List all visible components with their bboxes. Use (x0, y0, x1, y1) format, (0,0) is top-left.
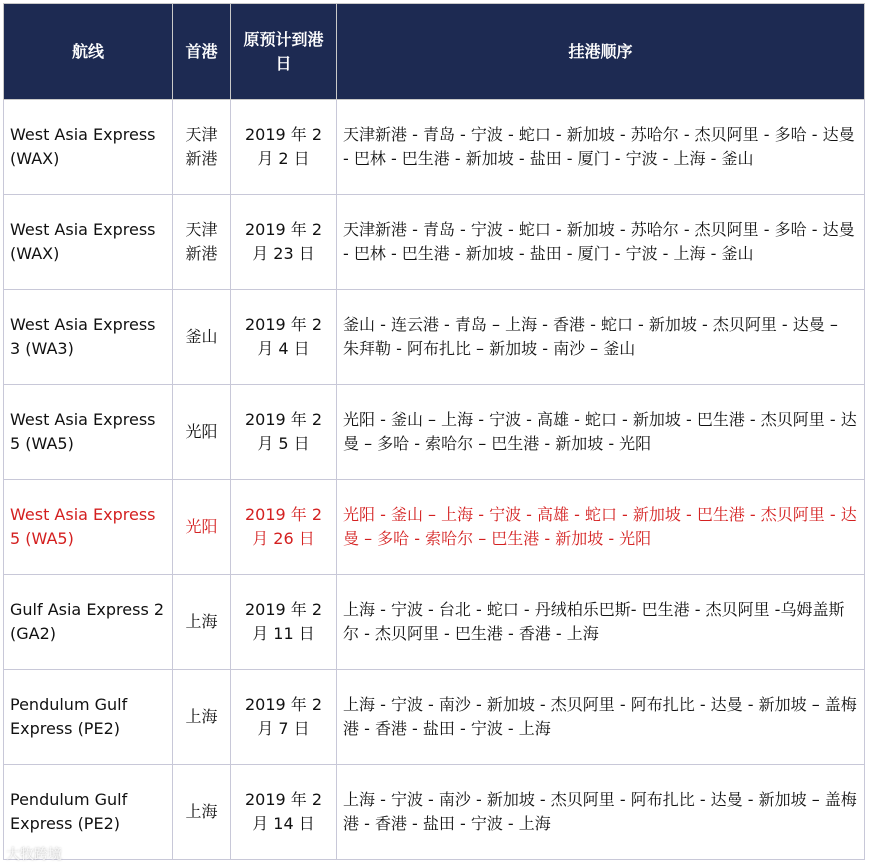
route-schedule-table (3, 3, 865, 860)
eta-cell: 2019 年 2 月 5 日 (231, 385, 337, 480)
table-row-highlighted (4, 480, 865, 575)
table-row (4, 290, 865, 385)
sequence-cell: 天津新港 - 青岛 - 宁波 - 蛇口 - 新加坡 - 苏哈尔 - 杰贝阿里 - 多哈 - 达曼 - 巴林 - 巴生港 - 新加坡 - 盐田 - 厦门 - 宁波 - 上海 - 釜山 (337, 195, 865, 290)
sequence-cell: 光阳 - 釜山 – 上海 - 宁波 - 高雄 - 蛇口 - 新加坡 - 巴生港 - 杰贝阿里 - 达曼 – 多哈 - 索哈尔 – 巴生港 - 新加坡 - 光阳 (337, 480, 865, 575)
route-table-container (3, 3, 864, 860)
header-eta: 原预计到港日 (231, 4, 337, 100)
header-first-port: 首港 (173, 4, 231, 100)
header-sequence: 挂港顺序 (337, 4, 865, 100)
first-port-cell: 光阳 (173, 385, 231, 480)
route-cell: Pendulum Gulf Express (PE2) (4, 765, 173, 860)
route-cell: Pendulum Gulf Express (PE2) (4, 670, 173, 765)
table-row (4, 765, 865, 860)
eta-cell: 2019 年 2 月 11 日 (231, 575, 337, 670)
route-cell: West Asia Express 5 (WA5) (4, 480, 173, 575)
first-port-cell: 天津新港 (173, 100, 231, 195)
first-port-cell: 天津新港 (173, 195, 231, 290)
first-port-cell: 上海 (173, 575, 231, 670)
first-port-cell: 光阳 (173, 480, 231, 575)
eta-cell: 2019 年 2 月 4 日 (231, 290, 337, 385)
route-cell: West Asia Express 3 (WA3) (4, 290, 173, 385)
sequence-cell: 釜山 - 连云港 - 青岛 – 上海 - 香港 - 蛇口 - 新加坡 - 杰贝阿里 - 达曼 – 朱拜勒 - 阿布扎比 – 新加坡 - 南沙 – 釜山 (337, 290, 865, 385)
watermark-logo: 大牧跨境 (6, 847, 62, 863)
header-route: 航线 (4, 4, 173, 100)
sequence-cell: 上海 - 宁波 - 台北 - 蛇口 - 丹绒柏乐巴斯- 巴生港 - 杰贝阿里 -乌姆盖斯尔 - 杰贝阿里 - 巴生港 - 香港 - 上海 (337, 575, 865, 670)
table-row (4, 575, 865, 670)
first-port-cell: 上海 (173, 765, 231, 860)
route-cell: West Asia Express 5 (WA5) (4, 385, 173, 480)
table-row (4, 670, 865, 765)
sequence-cell: 光阳 - 釜山 – 上海 - 宁波 - 高雄 - 蛇口 - 新加坡 - 巴生港 - 杰贝阿里 - 达曼 – 多哈 - 索哈尔 – 巴生港 - 新加坡 - 光阳 (337, 385, 865, 480)
route-cell: Gulf Asia Express 2 (GA2) (4, 575, 173, 670)
eta-cell: 2019 年 2 月 7 日 (231, 670, 337, 765)
eta-cell: 2019 年 2 月 2 日 (231, 100, 337, 195)
eta-cell: 2019 年 2 月 23 日 (231, 195, 337, 290)
route-cell: West Asia Express (WAX) (4, 195, 173, 290)
table-row (4, 385, 865, 480)
eta-cell: 2019 年 2 月 14 日 (231, 765, 337, 860)
eta-cell: 2019 年 2 月 26 日 (231, 480, 337, 575)
table-row (4, 100, 865, 195)
route-cell: West Asia Express (WAX) (4, 100, 173, 195)
sequence-cell: 上海 - 宁波 - 南沙 - 新加坡 - 杰贝阿里 - 阿布扎比 - 达曼 - 新加坡 – 盖梅港 - 香港 - 盐田 - 宁波 - 上海 (337, 670, 865, 765)
first-port-cell: 釜山 (173, 290, 231, 385)
table-row (4, 195, 865, 290)
sequence-cell: 上海 - 宁波 - 南沙 - 新加坡 - 杰贝阿里 - 阿布扎比 - 达曼 - 新加坡 – 盖梅港 - 香港 - 盐田 - 宁波 - 上海 (337, 765, 865, 860)
sequence-cell: 天津新港 - 青岛 - 宁波 - 蛇口 - 新加坡 - 苏哈尔 - 杰贝阿里 - 多哈 - 达曼 - 巴林 - 巴生港 - 新加坡 - 盐田 - 厦门 - 宁波 - 上海 - 釜山 (337, 100, 865, 195)
first-port-cell: 上海 (173, 670, 231, 765)
table-header-row (4, 4, 865, 100)
